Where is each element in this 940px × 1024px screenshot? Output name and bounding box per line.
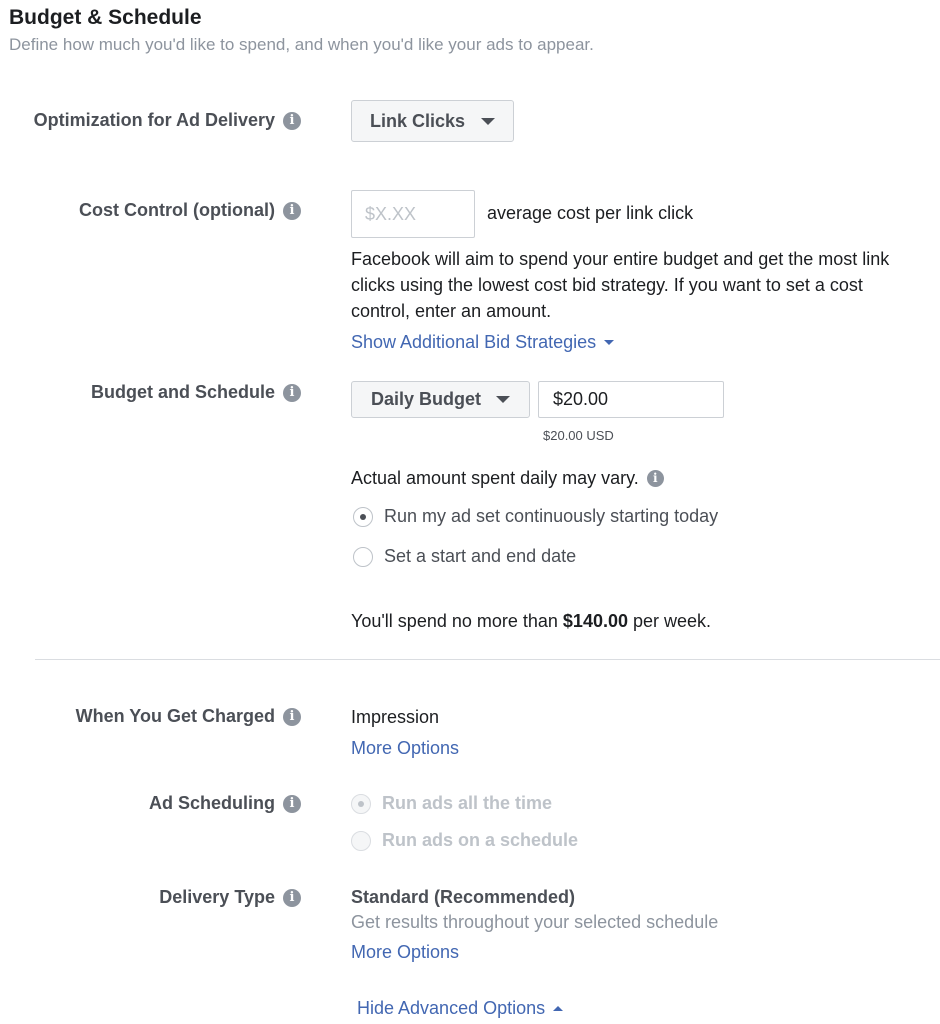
budget-label: [91, 382, 301, 403]
budget-amount-value: $20.00: [553, 389, 609, 409]
budget-note-text: Actual amount spent daily may vary.: [351, 468, 639, 488]
budget-note: [351, 468, 664, 489]
cost-control-label: [79, 200, 301, 221]
radio-run-on-schedule: [351, 830, 578, 851]
optimization-dropdown-label: Link Clicks: [370, 110, 466, 131]
charged-label: [76, 706, 301, 727]
radio-button-disabled: [351, 831, 371, 851]
optimization-label: [34, 110, 301, 131]
radio-run-all-time: [351, 793, 552, 814]
cost-control-input[interactable]: [351, 190, 475, 238]
cost-control-suffix: average cost per link click: [487, 203, 694, 223]
delivery-value: Standard (Recommended): [351, 887, 576, 907]
radio-button-selected[interactable]: [353, 507, 373, 527]
radio-run-continuously[interactable]: [353, 506, 718, 527]
info-icon[interactable]: i: [283, 202, 301, 220]
caret-down-icon: [604, 340, 614, 345]
weekly-spend-prefix: You'll spend no more than: [351, 611, 563, 631]
show-bid-strategies-link[interactable]: [351, 332, 614, 353]
weekly-spend-suffix: per week.: [628, 611, 712, 631]
optimization-dropdown[interactable]: [351, 100, 514, 142]
charged-label-text: When You Get Charged: [75, 706, 275, 726]
optimization-label-text: Optimization for Ad Delivery: [33, 110, 275, 130]
radio-button[interactable]: [353, 547, 373, 567]
charged-value: Impression: [351, 707, 440, 727]
caret-up-icon: [553, 1006, 563, 1011]
hide-advanced-options-link[interactable]: [357, 998, 563, 1019]
ad-scheduling-label: [149, 793, 301, 814]
caret-down-icon: [496, 396, 510, 403]
delivery-label: [159, 887, 301, 908]
ad-scheduling-label-text: Ad Scheduling: [149, 793, 275, 813]
budget-amount-input[interactable]: [538, 381, 724, 418]
delivery-more-options-label: More Options: [351, 942, 460, 962]
cost-control-label-text: Cost Control (optional): [79, 200, 275, 220]
section-title: Budget & Schedule: [9, 6, 202, 29]
info-icon[interactable]: i: [283, 708, 301, 726]
caret-down-icon: [481, 118, 495, 125]
radio-run-all-time-label: Run ads all the time: [382, 793, 553, 813]
budget-type-dropdown[interactable]: [351, 381, 530, 418]
delivery-more-options-link[interactable]: [351, 942, 459, 963]
weekly-spend-amount: $140.00: [562, 611, 628, 631]
radio-start-end-date-label: Set a start and end date: [384, 546, 577, 566]
budget-label-text: Budget and Schedule: [90, 382, 275, 402]
delivery-description: Get results throughout your selected schedule: [351, 912, 719, 932]
radio-run-on-schedule-label: Run ads on a schedule: [382, 830, 579, 850]
radio-run-continuously-label: Run my ad set continuously starting today: [384, 506, 719, 526]
hide-advanced-options-label: Hide Advanced Options: [357, 998, 546, 1018]
info-icon[interactable]: i: [647, 470, 664, 487]
info-icon[interactable]: i: [283, 795, 301, 813]
budget-type-label: Daily Budget: [371, 389, 482, 409]
cost-control-help: Facebook will aim to spend your entire budget and get the most link clicks using the lowest cost bid strategy. If you want to set a cost control, enter an amount.: [351, 249, 890, 321]
radio-start-end-date[interactable]: [353, 546, 576, 567]
section-subtitle: Define how much you'd like to spend, and when you'd like your ads to appear.: [9, 35, 594, 54]
budget-amount-usd: $20.00 USD: [543, 428, 614, 443]
info-icon[interactable]: i: [283, 112, 301, 130]
info-icon[interactable]: i: [283, 384, 301, 402]
show-bid-strategies-label: Show Additional Bid Strategies: [351, 332, 597, 352]
weekly-spend-summary: [351, 611, 711, 632]
radio-button-selected-disabled: [351, 794, 371, 814]
delivery-label-text: Delivery Type: [159, 887, 275, 907]
cost-control-placeholder: $X.XX: [365, 203, 417, 224]
charged-more-options-link[interactable]: [351, 738, 459, 759]
info-icon[interactable]: i: [283, 889, 301, 907]
section-divider: [35, 659, 940, 660]
charged-more-options-label: More Options: [351, 738, 460, 758]
